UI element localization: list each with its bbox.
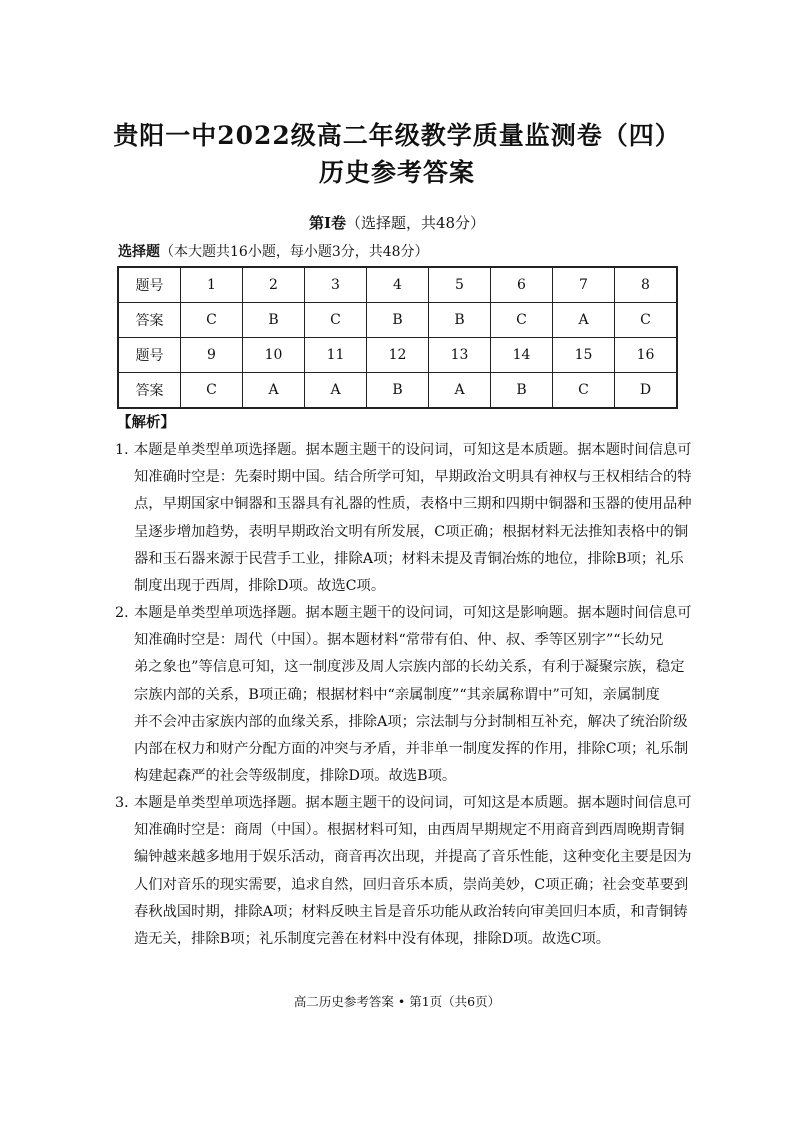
item-line: 3．本题是单类型单项选择题。据本题主题干的设问词，可知这是本质题。据本题时间信息可	[115, 790, 693, 817]
question-number-row	[118, 267, 677, 303]
choice-label: 选择题	[118, 244, 160, 260]
item-line: 造无关，排除B项；礼乐制度完善在材料中没有体现，排除D项。故选C项。	[134, 931, 611, 948]
item-line: 构建起森严的社会等级制度，排除D项。故选B项。	[134, 768, 457, 785]
item-line: 弟之象也”等信息可知，这一制度涉及周人宗族内部的长幼关系，有利于凝聚宗族，稳定	[134, 659, 685, 676]
table-cell: 13	[429, 338, 491, 373]
document-title: 贵阳一中2022级高二年级教学质量监测卷（四）	[113, 121, 681, 150]
analysis-item-1	[115, 437, 693, 600]
table-cell: C	[305, 303, 367, 338]
table-cell: 16	[615, 338, 678, 373]
answer-row	[118, 373, 677, 409]
table-cell: 5	[429, 267, 491, 303]
table-cell: C	[615, 303, 678, 338]
item-line: 知准确时空是：周代（中国）。据本题材料“常带有伯、仲、叔、季等区别字”“长幼兄	[134, 632, 664, 649]
table-cell: 10	[243, 338, 305, 373]
analysis-item-3	[115, 790, 693, 953]
item-line: 1．本题是单类型单项选择题。据本题主题干的设问词，可知这是本质题。据本题时间信息可	[115, 437, 693, 464]
item-number: 2．	[115, 605, 139, 621]
table-cell: 4	[367, 267, 429, 303]
table-cell: A	[305, 373, 367, 409]
table-cell: 1	[181, 267, 243, 303]
item-line: 知准确时空是：商周（中国）。根据材料可知，由西周早期规定不用商音到西周晚期青铜	[134, 822, 685, 839]
item-line: 器和玉石器来源于民营手工业，排除A项；材料未提及青铜冶炼的地位，排除B项；礼乐	[134, 550, 684, 567]
table-cell: A	[429, 373, 491, 409]
table-cell: A	[553, 303, 615, 338]
item-line: 知准确时空是：先秦时期中国。结合所学可知，早期政治文明具有神权与王权相结合的特	[134, 469, 692, 486]
table-cell: 12	[367, 338, 429, 373]
table-cell: 14	[491, 338, 553, 373]
page-footer: 高二历史参考答案 • 第1页（共6页）	[293, 994, 501, 1009]
row-header-cell: 题号	[118, 267, 181, 303]
table-cell: B	[367, 373, 429, 409]
item-line: 呈逐步增加趋势，表明早期政治文明有所发展，C项正确；根据材料无法推知表格中的铜	[134, 523, 689, 540]
item-line: 并不会冲击家族内部的血缘关系，排除A项；宗法制与分封制相互补充，解决了统治阶级	[134, 713, 688, 730]
analysis-item-2	[115, 600, 693, 790]
row-header-cell: 题号	[118, 338, 181, 373]
table-cell: 11	[305, 338, 367, 373]
question-number-row	[118, 338, 677, 373]
row-header-cell: 答案	[118, 373, 181, 409]
table-cell: C	[181, 373, 243, 409]
table-cell: 3	[305, 267, 367, 303]
answer-table	[117, 266, 678, 409]
table-cell: 9	[181, 338, 243, 373]
table-cell: 6	[491, 267, 553, 303]
item-line: 2．本题是单类型单项选择题。据本题主题干的设问词，可知这是影响题。据本题时间信息可	[115, 600, 693, 627]
choice-description: （本大题共16小题，每小题3分，共48分）	[160, 244, 429, 260]
table-cell: 7	[553, 267, 615, 303]
item-line: 内部在权力和财产分配方面的冲突与矛盾，并非单一制度发挥的作用，排除C项；礼乐制	[134, 741, 689, 758]
table-cell: A	[243, 373, 305, 409]
document-subtitle: 历史参考答案	[318, 158, 475, 187]
table-cell: C	[553, 373, 615, 409]
choice-heading	[118, 241, 429, 261]
section-label: 第Ⅰ卷	[308, 214, 346, 232]
table-cell: B	[243, 303, 305, 338]
item-line: 人们对音乐的现实需要，追求自然，回归音乐本质，崇尚美妙，C项正确；社会变革要到	[134, 876, 689, 893]
row-header-cell: 答案	[118, 303, 181, 338]
table-cell: 15	[553, 338, 615, 373]
item-line: 点，早期国家中铜器和玉器具有礼器的性质，表格中三期和四期中铜器和玉器的使用品种	[134, 496, 692, 513]
item-line: 编钟越来越多地用于娱乐活动，商音再次出现，并提高了音乐性能，这种变化主要是因为	[134, 849, 692, 866]
table-cell: 8	[615, 267, 678, 303]
item-number: 1．	[115, 442, 139, 458]
item-line: 制度出现于西周，排除D项。故选C项。	[134, 578, 386, 595]
analysis-heading: 【解析】	[117, 414, 175, 431]
item-number: 3．	[115, 795, 139, 811]
section-description: （选择题，共48分）	[345, 214, 486, 232]
table-cell: B	[491, 373, 553, 409]
table-cell: C	[491, 303, 553, 338]
table-cell: C	[181, 303, 243, 338]
item-line: 宗族内部的关系，B项正确；根据材料中“亲属制度”“其亲属称谓中”可知，亲属制度	[134, 686, 660, 703]
table-cell: B	[367, 303, 429, 338]
table-cell: D	[615, 373, 678, 409]
item-line: 春秋战国时期，排除A项；材料反映主旨是音乐功能从政治转向审美回归本质，和青铜铸	[134, 903, 688, 920]
section-title	[0, 212, 794, 233]
table-cell: 2	[243, 267, 305, 303]
answer-row	[118, 303, 677, 338]
table-cell: B	[429, 303, 491, 338]
